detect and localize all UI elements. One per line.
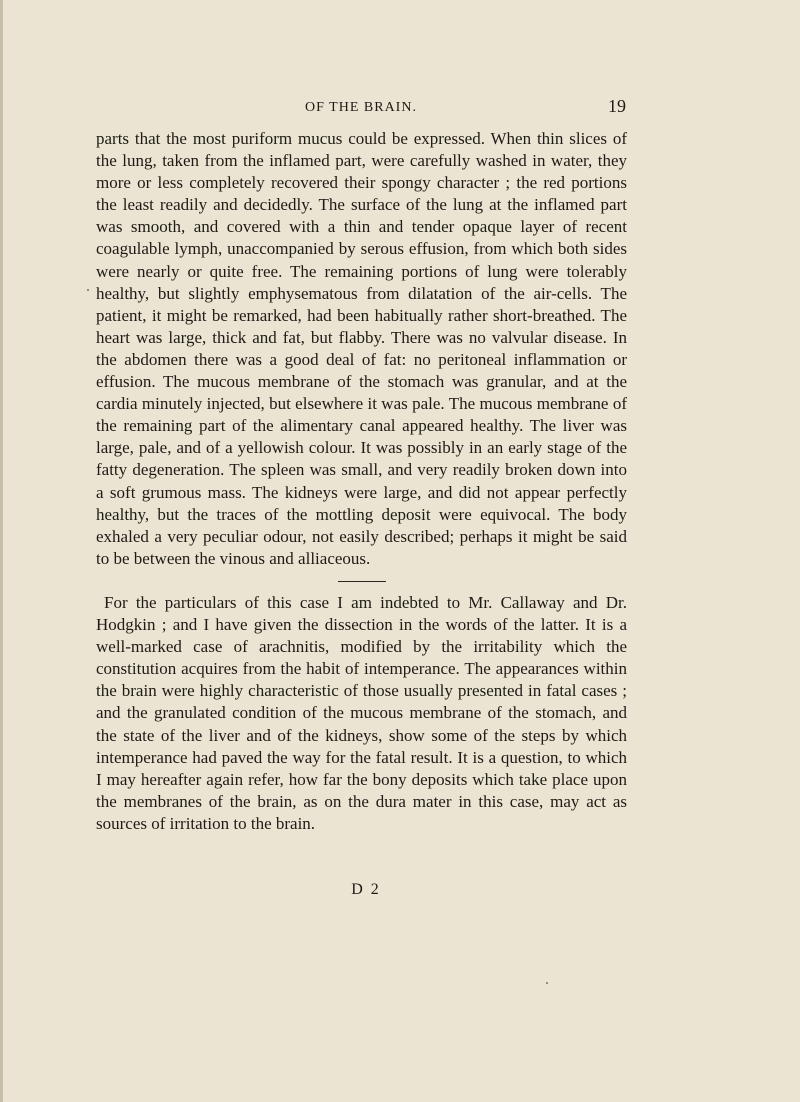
page-number: 19 [608,96,626,116]
paragraph: parts that the most puriform mucus could be expressed. When thin slices of the lung, taken from the inflamed part, were carefully washed in water, they more or less completely recovered their spongy character ; the red portions the least readily and decidedly. The surface of the lung at the inflamed part was smooth, and covered with a thin and tender opaque layer of recent coagulable lymph, unaccompanied by serous effusion, from which both sides were nearly or quite free. The remaining portions of lung were tolerably healthy, but slightly emphysematous from dilatation of the air-cells. The patient, it might be remarked, had been habitually rather short-breathed. The heart was large, thick and fat, but flabby. There was no valvular disease. In the abdomen there was a good deal of fat: no peritoneal inflammation or effusion. The mucous membrane of the stomach was granular, and at the cardia minutely injected, but elsewhere it was pale. The mucous membrane of the remaining part of the alimentary canal appeared healthy. The liver was large, pale, and of a yellowish colour. It was possibly in an early stage of the fatty degeneration. The spleen was small, and very readily broken down into a soft grumous mass. The kidneys were large, and did not appear perfectly healthy, but the traces of the mottling deposit were equivocal. The body exhaled a very peculiar odour, not easily described; perhaps it might be said to be between the vinous and alliaceous. [96,129,627,568]
section-divider [338,581,386,582]
signature-mark: D 2 [351,881,381,898]
running-title: OF THE BRAIN. [305,100,417,115]
running-head [96,96,626,120]
body-text-commentary [96,592,627,835]
page-edge [0,0,3,1102]
paragraph: For the particulars of this case I am indebted to Mr. Callaway and Dr. Hodgkin ; and I have given the dissection in the words of the latter. It is a well-marked case of arachnitis, modified by the irritability which the constitution acquires from the habit of intemperance. The appearances within the brain were highly characteristic of those usually presented in fatal cases ; and the granulated condition of the mucous membrane of the stomach, and the state of the liver and of the kidneys, show some of the steps by which intemperance had paved the way for the fatal result. It is a question, to which I may hereafter again refer, how far the bony deposits which take place upon the membranes of the brain, as on the dura mater in this case, may act as sources of irritation to the brain. [96,593,627,833]
paper-speck [87,289,89,291]
body-text-continuation [96,128,627,570]
paper-speck [546,982,548,984]
